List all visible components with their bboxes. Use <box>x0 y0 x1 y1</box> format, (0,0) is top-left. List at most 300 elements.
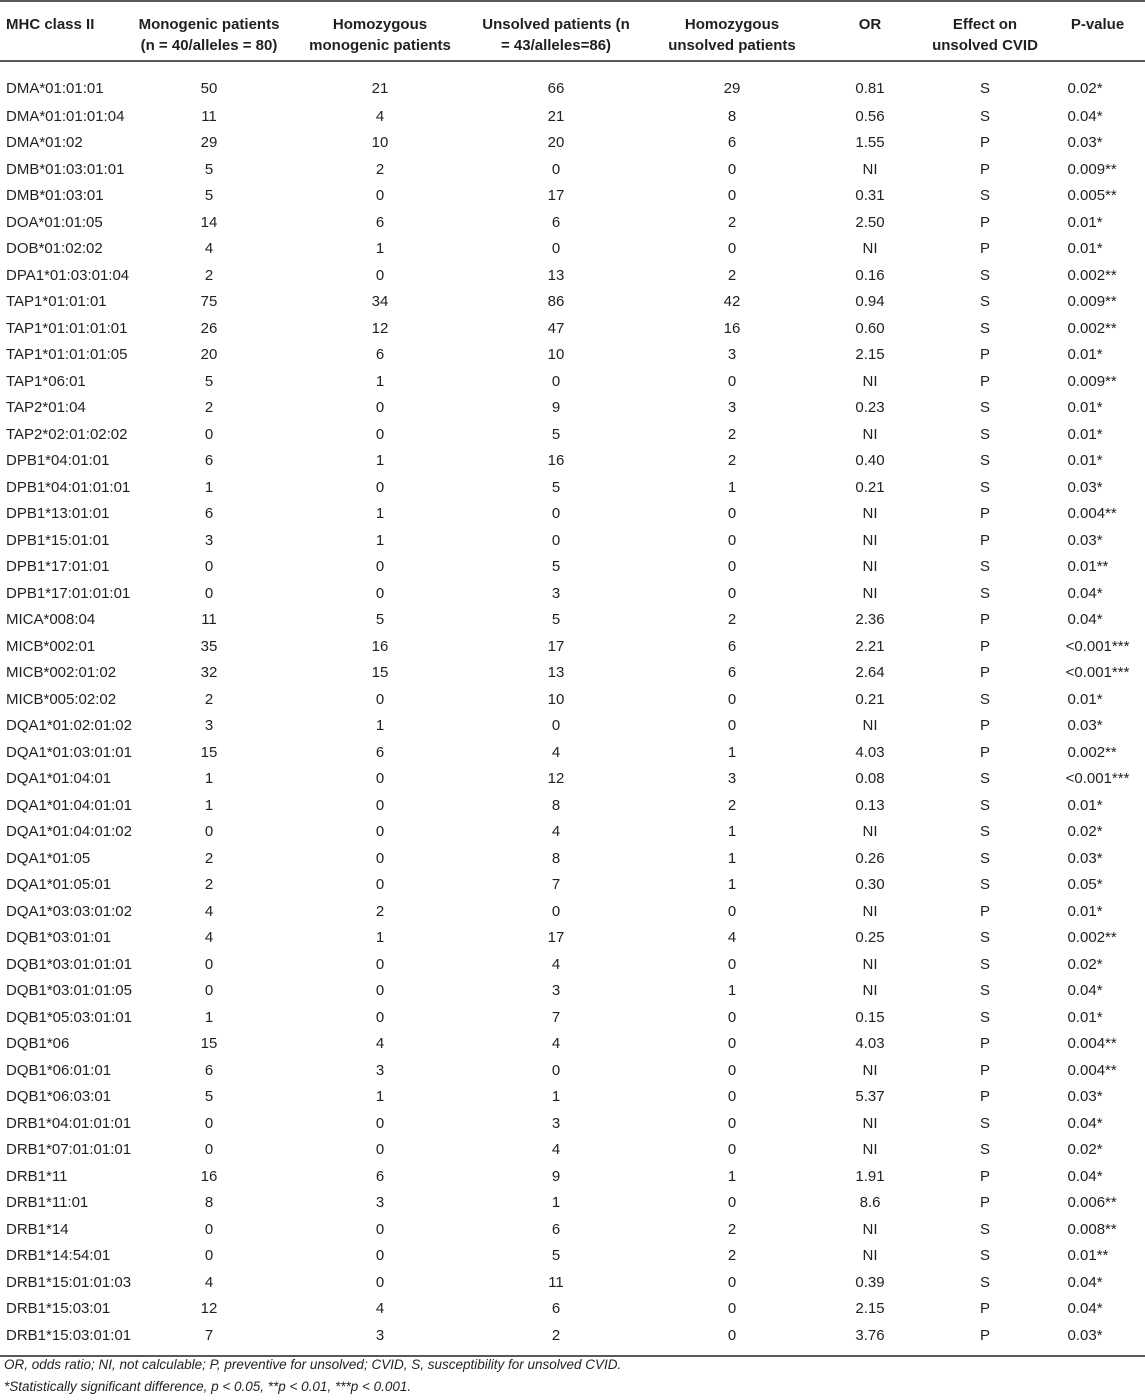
cell-homozygous-unsolved-count: 0 <box>727 1300 737 1318</box>
cell-effect: S <box>979 690 990 708</box>
cell-homozygous-monogenic-count: 34 <box>371 293 389 311</box>
cell-odds-ratio: 0.16 <box>855 266 885 284</box>
cell-unsolved-count: 3 <box>551 1114 561 1132</box>
cell-p-value <box>1050 1190 1145 1217</box>
cell-p-value <box>1050 342 1145 369</box>
cell-unsolved-count: 4 <box>551 1141 561 1159</box>
cell-monogenic-count: 0 <box>204 425 214 443</box>
p-value-text: 0.05* <box>1067 876 1103 894</box>
cell-homozygous-monogenic-count: 0 <box>375 1220 385 1238</box>
cell-allele: DQA1*01:05:01 <box>6 876 112 894</box>
p-value-text: 0.01* <box>1067 902 1103 920</box>
cell-homozygous-monogenic-count: 0 <box>375 399 385 417</box>
cell-unsolved-count: 0 <box>551 505 561 523</box>
p-value-text: <0.001*** <box>1065 770 1130 788</box>
cell-homozygous-monogenic-count: 0 <box>375 690 385 708</box>
p-value-text: 0.009** <box>1067 372 1117 390</box>
table-row <box>0 660 1145 687</box>
p-value-text: 0.03* <box>1067 1326 1103 1344</box>
cell-allele: DMA*01:01:01 <box>6 80 104 97</box>
cell-p-value <box>1050 1004 1145 1031</box>
cell-unsolved-count: 11 <box>548 1273 564 1291</box>
cell-homozygous-monogenic-count: 21 <box>371 80 389 97</box>
cell-p-value <box>1050 1057 1145 1084</box>
cell-allele: DQA1*03:03:01:02 <box>6 902 132 920</box>
cell-effect: P <box>979 213 990 231</box>
cell-unsolved-count: 2 <box>551 1326 561 1344</box>
cell-monogenic-count: 0 <box>204 1220 214 1238</box>
p-value-text: 0.01** <box>1067 558 1109 576</box>
cell-p-value <box>1050 395 1145 422</box>
p-value-text: 0.04* <box>1067 982 1103 1000</box>
table-row <box>0 474 1145 501</box>
cell-unsolved-count: 4 <box>551 743 561 761</box>
cell-homozygous-unsolved-count: 2 <box>727 796 737 814</box>
cell-homozygous-unsolved-count: 0 <box>727 372 737 390</box>
table-row <box>0 686 1145 713</box>
cell-monogenic-count: 35 <box>200 637 218 655</box>
table-row <box>0 1084 1145 1111</box>
cell-homozygous-unsolved-count: 1 <box>727 823 737 841</box>
cell-allele: DRB1*14:54:01 <box>6 1247 111 1265</box>
cell-monogenic-count: 3 <box>204 531 214 549</box>
cell-unsolved-count: 86 <box>547 293 565 311</box>
cell-effect: P <box>979 664 990 682</box>
cell-unsolved-count: 0 <box>551 902 561 920</box>
cell-homozygous-monogenic-count: 1 <box>375 240 385 258</box>
cell-allele: TAP1*01:01:01:05 <box>6 346 128 364</box>
table-row <box>0 898 1145 925</box>
p-value-text: 0.002** <box>1067 266 1117 284</box>
cell-odds-ratio: NI <box>862 1061 878 1079</box>
cell-p-value <box>1050 1216 1145 1243</box>
cell-odds-ratio: 0.31 <box>855 187 885 205</box>
table-row <box>0 978 1145 1005</box>
p-value-text: 0.03* <box>1067 478 1103 496</box>
cell-odds-ratio: 0.60 <box>855 319 885 337</box>
cell-odds-ratio: NI <box>862 1141 878 1159</box>
table-row <box>0 1322 1145 1356</box>
cell-odds-ratio: NI <box>862 1247 878 1265</box>
cell-allele: DRB1*07:01:01:01 <box>6 1141 132 1159</box>
cell-odds-ratio: 0.21 <box>855 690 885 708</box>
cell-effect: S <box>979 823 990 841</box>
cell-monogenic-count: 0 <box>204 823 214 841</box>
cell-homozygous-unsolved-count: 16 <box>723 319 741 337</box>
cell-odds-ratio: NI <box>862 505 878 523</box>
cell-allele: DRB1*11 <box>6 1167 68 1185</box>
cell-monogenic-count: 0 <box>204 1114 214 1132</box>
cell-allele: DRB1*15:01:01:03 <box>6 1273 132 1291</box>
cell-effect: S <box>979 80 990 97</box>
cell-monogenic-count: 4 <box>204 929 214 947</box>
cell-odds-ratio: NI <box>862 982 878 1000</box>
header-monogenic-patients: Monogenic patients (n = 40/alleles = 80) <box>138 16 280 54</box>
table-row <box>0 580 1145 607</box>
cell-homozygous-monogenic-count: 1 <box>375 929 385 947</box>
cell-homozygous-monogenic-count: 4 <box>375 1035 385 1053</box>
cell-allele: DQA1*01:04:01:02 <box>6 823 132 841</box>
cell-unsolved-count: 1 <box>551 1194 561 1212</box>
cell-homozygous-monogenic-count: 0 <box>375 187 385 205</box>
cell-homozygous-unsolved-count: 0 <box>727 1008 737 1026</box>
cell-homozygous-unsolved-count: 0 <box>727 1114 737 1132</box>
cell-odds-ratio: NI <box>862 372 878 390</box>
cell-p-value <box>1050 1084 1145 1111</box>
cell-homozygous-unsolved-count: 0 <box>727 1326 737 1344</box>
p-value-text: 0.04* <box>1067 611 1103 629</box>
table-row <box>0 845 1145 872</box>
cell-homozygous-unsolved-count: 3 <box>727 399 737 417</box>
cell-unsolved-count: 6 <box>551 1300 561 1318</box>
cell-effect: P <box>979 1326 990 1344</box>
cell-p-value <box>1050 209 1145 236</box>
p-value-text: 0.006** <box>1067 1194 1117 1212</box>
cell-p-value <box>1050 633 1145 660</box>
cell-unsolved-count: 9 <box>551 399 561 417</box>
cell-homozygous-monogenic-count: 6 <box>375 743 385 761</box>
cell-allele: DRB1*04:01:01:01 <box>6 1114 132 1132</box>
cell-monogenic-count: 2 <box>204 266 214 284</box>
cell-odds-ratio: NI <box>862 955 878 973</box>
cell-odds-ratio: NI <box>862 558 878 576</box>
cell-homozygous-unsolved-count: 3 <box>727 770 737 788</box>
table-row <box>0 1269 1145 1296</box>
table-row <box>0 183 1145 210</box>
cell-homozygous-monogenic-count: 0 <box>375 558 385 576</box>
cell-allele: MICB*002:01 <box>6 637 96 655</box>
cell-odds-ratio: 0.26 <box>855 849 885 867</box>
cell-homozygous-unsolved-count: 2 <box>727 452 737 470</box>
table-row <box>0 792 1145 819</box>
table-row <box>0 61 1145 103</box>
cell-odds-ratio: 0.13 <box>855 796 885 814</box>
cell-allele: DOA*01:01:05 <box>6 213 103 231</box>
cell-allele: TAP2*01:04 <box>6 399 86 417</box>
cell-allele: DQB1*03:01:01 <box>6 929 112 947</box>
p-value-text: 0.04* <box>1067 1300 1103 1318</box>
table-row <box>0 925 1145 952</box>
cell-p-value <box>1050 103 1145 130</box>
cell-effect: S <box>979 425 990 443</box>
cell-effect: S <box>979 1247 990 1265</box>
table-row <box>0 448 1145 475</box>
cell-odds-ratio: NI <box>862 902 878 920</box>
cell-unsolved-count: 7 <box>551 876 561 894</box>
cell-unsolved-count: 17 <box>547 187 565 205</box>
cell-odds-ratio: 0.15 <box>855 1008 885 1026</box>
cell-allele: MICA*008:04 <box>6 611 96 629</box>
cell-effect: S <box>979 1220 990 1238</box>
table-row <box>0 289 1145 316</box>
cell-unsolved-count: 5 <box>551 611 561 629</box>
cell-unsolved-count: 10 <box>547 346 565 364</box>
cell-homozygous-monogenic-count: 12 <box>371 319 389 337</box>
cell-homozygous-unsolved-count: 1 <box>727 743 737 761</box>
p-value-text: 0.01* <box>1067 213 1103 231</box>
cell-homozygous-monogenic-count: 0 <box>375 982 385 1000</box>
cell-p-value <box>1050 448 1145 475</box>
cell-homozygous-monogenic-count: 3 <box>375 1194 385 1212</box>
header-unsolved-patients: Unsolved patients (n = 43/alleles=86) <box>482 16 630 54</box>
p-value-text: 0.002** <box>1067 743 1117 761</box>
cell-homozygous-unsolved-count: 2 <box>727 611 737 629</box>
cell-monogenic-count: 0 <box>204 955 214 973</box>
cell-effect: S <box>979 849 990 867</box>
cell-odds-ratio: NI <box>862 717 878 735</box>
cell-homozygous-unsolved-count: 0 <box>727 505 737 523</box>
cell-allele: DMA*01:01:01:04 <box>6 107 125 125</box>
p-value-text: 0.03* <box>1067 849 1103 867</box>
cell-allele: DQA1*01:05 <box>6 849 91 867</box>
p-value-text: 0.009** <box>1067 160 1117 178</box>
cell-homozygous-unsolved-count: 0 <box>727 584 737 602</box>
p-value-text: 0.01** <box>1067 1247 1109 1265</box>
cell-homozygous-unsolved-count: 3 <box>727 346 737 364</box>
cell-effect: P <box>979 134 990 152</box>
cell-effect: P <box>979 1300 990 1318</box>
cell-monogenic-count: 5 <box>204 372 214 390</box>
table-row <box>0 633 1145 660</box>
header-homozygous-unsolved: Homozygous unsolved patients <box>668 16 796 54</box>
cell-unsolved-count: 8 <box>551 849 561 867</box>
header-p-value: P-value <box>1070 16 1125 33</box>
cell-unsolved-count: 0 <box>551 531 561 549</box>
cell-unsolved-count: 13 <box>547 266 565 284</box>
cell-homozygous-unsolved-count: 4 <box>727 929 737 947</box>
table-row <box>0 342 1145 369</box>
cell-effect: P <box>979 505 990 523</box>
cell-homozygous-monogenic-count: 10 <box>371 134 389 152</box>
p-value-text: 0.002** <box>1067 929 1117 947</box>
cell-monogenic-count: 8 <box>204 1194 214 1212</box>
footnote-abbreviations: OR, odds ratio; NI, not calculable; P, preventive for unsolved; CVID, S, susceptibility for unsolved CVID. <box>4 1357 622 1372</box>
cell-odds-ratio: NI <box>862 1114 878 1132</box>
cell-homozygous-monogenic-count: 0 <box>375 478 385 496</box>
table-row <box>0 236 1145 263</box>
cell-p-value <box>1050 156 1145 183</box>
cell-monogenic-count: 0 <box>204 558 214 576</box>
cell-homozygous-monogenic-count: 0 <box>375 1114 385 1132</box>
cell-unsolved-count: 8 <box>551 796 561 814</box>
table-row <box>0 315 1145 342</box>
cell-effect: S <box>979 293 990 311</box>
p-value-text: 0.03* <box>1067 717 1103 735</box>
cell-p-value <box>1050 236 1145 263</box>
cell-p-value <box>1050 739 1145 766</box>
cell-allele: TAP2*02:01:02:02 <box>6 425 128 443</box>
cell-homozygous-unsolved-count: 0 <box>727 558 737 576</box>
cell-odds-ratio: 0.40 <box>855 452 885 470</box>
cell-homozygous-monogenic-count: 0 <box>375 796 385 814</box>
cell-effect: P <box>979 1035 990 1053</box>
table-row <box>0 607 1145 634</box>
cell-effect: P <box>979 611 990 629</box>
p-value-text: 0.04* <box>1067 1114 1103 1132</box>
cell-unsolved-count: 66 <box>547 80 565 97</box>
cell-unsolved-count: 5 <box>551 425 561 443</box>
cell-effect: P <box>979 902 990 920</box>
cell-homozygous-unsolved-count: 1 <box>727 1167 737 1185</box>
cell-unsolved-count: 0 <box>551 372 561 390</box>
cell-p-value <box>1050 315 1145 342</box>
table-row <box>0 262 1145 289</box>
cell-odds-ratio: NI <box>862 531 878 549</box>
cell-unsolved-count: 9 <box>551 1167 561 1185</box>
cell-homozygous-monogenic-count: 0 <box>375 849 385 867</box>
cell-odds-ratio: NI <box>862 425 878 443</box>
cell-p-value <box>1050 1269 1145 1296</box>
cell-homozygous-unsolved-count: 0 <box>727 955 737 973</box>
table-row <box>0 1110 1145 1137</box>
cell-allele: DQB1*05:03:01:01 <box>6 1008 132 1026</box>
cell-monogenic-count: 75 <box>200 293 218 311</box>
cell-monogenic-count: 3 <box>204 717 214 735</box>
table-row <box>0 501 1145 528</box>
cell-allele: DPB1*17:01:01 <box>6 558 110 576</box>
cell-p-value <box>1050 580 1145 607</box>
cell-allele: DRB1*14 <box>6 1220 69 1238</box>
cell-allele: DPA1*01:03:01:04 <box>6 266 130 284</box>
cell-unsolved-count: 6 <box>551 1220 561 1238</box>
cell-unsolved-count: 7 <box>551 1008 561 1026</box>
cell-homozygous-unsolved-count: 2 <box>727 213 737 231</box>
cell-homozygous-unsolved-count: 2 <box>727 1247 737 1265</box>
cell-monogenic-count: 2 <box>204 849 214 867</box>
table-row <box>0 739 1145 766</box>
cell-homozygous-unsolved-count: 0 <box>727 717 737 735</box>
cell-unsolved-count: 10 <box>547 690 565 708</box>
cell-monogenic-count: 7 <box>204 1326 214 1344</box>
table-row <box>0 1137 1145 1164</box>
cell-monogenic-count: 15 <box>200 1035 218 1053</box>
cell-odds-ratio: 2.64 <box>855 664 885 682</box>
cell-homozygous-monogenic-count: 6 <box>375 346 385 364</box>
header-effect: Effect on unsolved CVID <box>932 16 1038 54</box>
cell-p-value <box>1050 845 1145 872</box>
cell-unsolved-count: 5 <box>551 1247 561 1265</box>
cell-effect: P <box>979 372 990 390</box>
cell-homozygous-unsolved-count: 2 <box>727 1220 737 1238</box>
table-row <box>0 872 1145 899</box>
cell-odds-ratio: 0.81 <box>855 80 885 97</box>
cell-p-value <box>1050 1243 1145 1270</box>
cell-homozygous-monogenic-count: 0 <box>375 1141 385 1159</box>
cell-allele: DPB1*04:01:01:01 <box>6 478 131 496</box>
table-row <box>0 766 1145 793</box>
cell-odds-ratio: NI <box>862 160 878 178</box>
cell-homozygous-monogenic-count: 2 <box>375 902 385 920</box>
cell-allele: DMB*01:03:01:01 <box>6 160 125 178</box>
cell-odds-ratio: 1.55 <box>855 134 885 152</box>
cell-allele: DQB1*03:01:01:01 <box>6 955 132 973</box>
cell-allele: DPB1*13:01:01 <box>6 505 110 523</box>
cell-homozygous-monogenic-count: 0 <box>375 770 385 788</box>
cell-homozygous-unsolved-count: 0 <box>727 1141 737 1159</box>
cell-monogenic-count: 1 <box>204 1008 214 1026</box>
cell-odds-ratio: 0.21 <box>855 478 885 496</box>
cell-allele: DQB1*06 <box>6 1035 70 1053</box>
cell-allele: MICB*002:01:02 <box>6 664 117 682</box>
cell-homozygous-unsolved-count: 0 <box>727 240 737 258</box>
cell-odds-ratio: 5.37 <box>855 1088 885 1106</box>
cell-effect: P <box>979 531 990 549</box>
cell-odds-ratio: 8.6 <box>859 1194 881 1212</box>
cell-homozygous-monogenic-count: 2 <box>375 160 385 178</box>
cell-allele: DQA1*01:04:01:01 <box>6 796 132 814</box>
cell-allele: TAP1*01:01:01 <box>6 293 107 311</box>
cell-homozygous-unsolved-count: 0 <box>727 1273 737 1291</box>
p-value-text: 0.004** <box>1067 505 1117 523</box>
cell-effect: S <box>979 1273 990 1291</box>
cell-p-value <box>1050 660 1145 687</box>
p-value-text: <0.001*** <box>1065 637 1130 655</box>
p-value-text: 0.01* <box>1067 1008 1103 1026</box>
cell-p-value <box>1050 1137 1145 1164</box>
cell-unsolved-count: 3 <box>551 584 561 602</box>
cell-effect: S <box>979 1008 990 1026</box>
cell-effect: P <box>979 160 990 178</box>
cell-homozygous-unsolved-count: 8 <box>727 107 737 125</box>
cell-effect: P <box>979 1194 990 1212</box>
table-row <box>0 1031 1145 1058</box>
cell-p-value <box>1050 130 1145 157</box>
cell-effect: S <box>979 982 990 1000</box>
cell-effect: S <box>979 1114 990 1132</box>
p-value-text: 0.004** <box>1067 1061 1117 1079</box>
cell-homozygous-monogenic-count: 0 <box>375 1247 385 1265</box>
cell-monogenic-count: 1 <box>204 796 214 814</box>
cell-p-value <box>1050 554 1145 581</box>
cell-effect: P <box>979 637 990 655</box>
cell-homozygous-monogenic-count: 0 <box>375 1008 385 1026</box>
cell-odds-ratio: 2.21 <box>855 637 885 655</box>
cell-p-value <box>1050 1163 1145 1190</box>
cell-monogenic-count: 50 <box>200 80 218 97</box>
table-row <box>0 1057 1145 1084</box>
cell-homozygous-unsolved-count: 0 <box>727 902 737 920</box>
table-row <box>0 1243 1145 1270</box>
cell-odds-ratio: 3.76 <box>855 1326 885 1344</box>
cell-odds-ratio: 2.15 <box>855 1300 885 1318</box>
cell-effect: P <box>979 346 990 364</box>
cell-monogenic-count: 16 <box>200 1167 218 1185</box>
cell-monogenic-count: 2 <box>204 876 214 894</box>
cell-homozygous-unsolved-count: 0 <box>727 1035 737 1053</box>
cell-p-value <box>1050 792 1145 819</box>
cell-effect: S <box>979 266 990 284</box>
cell-allele: TAP1*01:01:01:01 <box>6 319 128 337</box>
cell-homozygous-unsolved-count: 42 <box>723 293 741 311</box>
cell-homozygous-unsolved-count: 29 <box>723 80 741 97</box>
table-row <box>0 209 1145 236</box>
cell-homozygous-monogenic-count: 6 <box>375 213 385 231</box>
cell-p-value <box>1050 978 1145 1005</box>
cell-homozygous-unsolved-count: 6 <box>727 664 737 682</box>
table-row <box>0 156 1145 183</box>
cell-unsolved-count: 16 <box>547 452 565 470</box>
p-value-text: 0.01* <box>1067 346 1103 364</box>
cell-homozygous-monogenic-count: 1 <box>375 717 385 735</box>
p-value-text: 0.02* <box>1067 955 1103 973</box>
cell-unsolved-count: 5 <box>551 558 561 576</box>
cell-p-value <box>1050 1322 1145 1356</box>
cell-homozygous-monogenic-count: 6 <box>375 1167 385 1185</box>
table-row <box>0 554 1145 581</box>
cell-effect: S <box>979 929 990 947</box>
cell-homozygous-unsolved-count: 1 <box>727 849 737 867</box>
table-row <box>0 1163 1145 1190</box>
